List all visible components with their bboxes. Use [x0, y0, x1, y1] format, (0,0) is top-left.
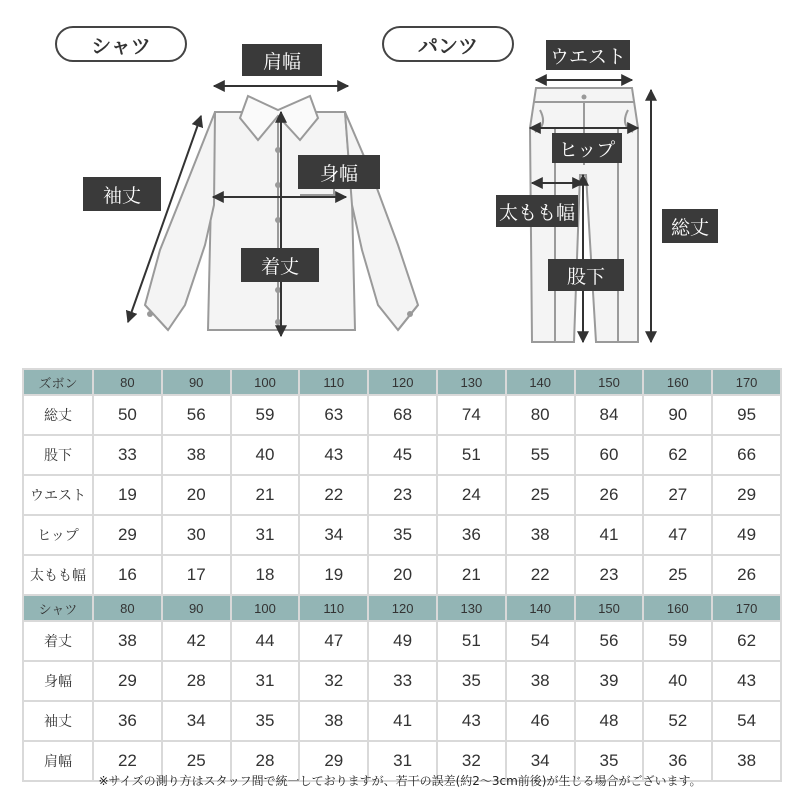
waist-label: ウエスト: [546, 40, 630, 70]
table-row: [23, 515, 781, 555]
hip-label: ヒップ: [552, 133, 622, 163]
table-row: [23, 621, 781, 661]
shirt-row-label: 袖丈: [23, 701, 93, 741]
table-cell: 55: [506, 435, 575, 475]
size-header: 80: [93, 595, 162, 621]
table-cell: 38: [712, 741, 781, 781]
table-cell: 54: [506, 621, 575, 661]
table-cell: 40: [643, 661, 712, 701]
size-header: 150: [575, 595, 644, 621]
table-row: [23, 475, 781, 515]
size-header: 150: [575, 369, 644, 395]
table-cell: 20: [162, 475, 231, 515]
pants-row-label: 股下: [23, 435, 93, 475]
shoulder-label: 肩幅: [242, 44, 322, 76]
total-length-label: 総丈: [662, 209, 718, 243]
table-cell: 38: [93, 621, 162, 661]
table-cell: 95: [712, 395, 781, 435]
length-label: 着丈: [241, 248, 319, 282]
size-header: 130: [437, 595, 506, 621]
table-cell: 43: [437, 701, 506, 741]
table-cell: 31: [231, 515, 300, 555]
table-cell: 68: [368, 395, 437, 435]
table-cell: 74: [437, 395, 506, 435]
table-cell: 22: [506, 555, 575, 595]
size-header: 160: [643, 369, 712, 395]
table-cell: 59: [231, 395, 300, 435]
table-cell: 26: [575, 475, 644, 515]
pants-row-label: 総丈: [23, 395, 93, 435]
table-cell: 35: [231, 701, 300, 741]
size-header: 80: [93, 369, 162, 395]
pants-row-label: ヒップ: [23, 515, 93, 555]
table-cell: 39: [575, 661, 644, 701]
shirt-title: シャツ: [55, 26, 187, 62]
table-cell: 40: [231, 435, 300, 475]
table-cell: 28: [162, 661, 231, 701]
table-cell: 34: [299, 515, 368, 555]
table-cell: 29: [93, 515, 162, 555]
table-cell: 19: [93, 475, 162, 515]
size-header: 100: [231, 595, 300, 621]
table-cell: 42: [162, 621, 231, 661]
table-cell: 59: [643, 621, 712, 661]
table-cell: 84: [575, 395, 644, 435]
table-cell: 51: [437, 621, 506, 661]
table-cell: 49: [712, 515, 781, 555]
size-header: 110: [299, 369, 368, 395]
table-cell: 60: [575, 435, 644, 475]
table-cell: 23: [575, 555, 644, 595]
table-cell: 32: [437, 741, 506, 781]
pants-size-table: [22, 368, 782, 596]
table-cell: 45: [368, 435, 437, 475]
table-cell: 56: [575, 621, 644, 661]
table-cell: 41: [368, 701, 437, 741]
size-header: 120: [368, 595, 437, 621]
table-cell: 47: [643, 515, 712, 555]
table-cell: 51: [437, 435, 506, 475]
table-cell: 22: [299, 475, 368, 515]
table-cell: 25: [162, 741, 231, 781]
table-cell: 35: [368, 515, 437, 555]
table-cell: 25: [506, 475, 575, 515]
table-cell: 32: [299, 661, 368, 701]
table-cell: 49: [368, 621, 437, 661]
table-cell: 41: [575, 515, 644, 555]
body-width-label: 身幅: [298, 155, 380, 189]
table-cell: 38: [299, 701, 368, 741]
table-cell: 38: [162, 435, 231, 475]
table-cell: 34: [162, 701, 231, 741]
table-cell: 52: [643, 701, 712, 741]
table-cell: 20: [368, 555, 437, 595]
table-cell: 16: [93, 555, 162, 595]
size-header: 110: [299, 595, 368, 621]
table-cell: 21: [231, 475, 300, 515]
pants-row-label: ウエスト: [23, 475, 93, 515]
table-cell: 56: [162, 395, 231, 435]
shirt-size-table: [22, 594, 782, 782]
table-cell: 18: [231, 555, 300, 595]
size-header: 130: [437, 369, 506, 395]
shirt-row-label: 着丈: [23, 621, 93, 661]
table-cell: 28: [231, 741, 300, 781]
size-header: 170: [712, 369, 781, 395]
table-cell: 35: [437, 661, 506, 701]
table-cell: 46: [506, 701, 575, 741]
size-header: 100: [231, 369, 300, 395]
table-cell: 30: [162, 515, 231, 555]
pants-corner: ズボン: [23, 369, 93, 395]
table-cell: 43: [712, 661, 781, 701]
table-cell: 43: [299, 435, 368, 475]
shirt-corner: シャツ: [23, 595, 93, 621]
table-cell: 50: [93, 395, 162, 435]
table-cell: 36: [93, 701, 162, 741]
table-cell: 27: [643, 475, 712, 515]
table-cell: 62: [643, 435, 712, 475]
table-cell: 62: [712, 621, 781, 661]
table-cell: 19: [299, 555, 368, 595]
table-cell: 36: [437, 515, 506, 555]
table-cell: 23: [368, 475, 437, 515]
table-cell: 29: [712, 475, 781, 515]
table-cell: 34: [506, 741, 575, 781]
shirt-row-label: 身幅: [23, 661, 93, 701]
size-header: 140: [506, 369, 575, 395]
table-cell: 33: [93, 435, 162, 475]
table-row: [23, 555, 781, 595]
size-header: 90: [162, 595, 231, 621]
table-cell: 38: [506, 515, 575, 555]
table-cell: 29: [299, 741, 368, 781]
table-cell: 44: [231, 621, 300, 661]
table-cell: 36: [643, 741, 712, 781]
table-row: [23, 701, 781, 741]
table-row: [23, 661, 781, 701]
shirt-table-header: [23, 595, 781, 621]
table-cell: 26: [712, 555, 781, 595]
table-cell: 90: [643, 395, 712, 435]
size-header: 170: [712, 595, 781, 621]
table-cell: 17: [162, 555, 231, 595]
shirt-row-label: 肩幅: [23, 741, 93, 781]
table-cell: 38: [506, 661, 575, 701]
table-cell: 21: [437, 555, 506, 595]
table-cell: 35: [575, 741, 644, 781]
table-cell: 24: [437, 475, 506, 515]
pants-table-header: [23, 369, 781, 395]
table-cell: 66: [712, 435, 781, 475]
footnote: ※サイズの測り方はスタッフ間で統一しておりますが、若干の誤差(約2〜3cm前後)が生じる場合がございます。: [98, 774, 702, 788]
table-row: [23, 435, 781, 475]
sleeve-label: 袖丈: [83, 177, 161, 211]
size-header: 160: [643, 595, 712, 621]
size-header: 90: [162, 369, 231, 395]
pants-row-label: 太もも幅: [23, 555, 93, 595]
table-cell: 31: [368, 741, 437, 781]
size-header: 120: [368, 369, 437, 395]
inseam-label: 股下: [548, 259, 624, 291]
pants-title: パンツ: [382, 26, 514, 62]
table-cell: 47: [299, 621, 368, 661]
table-cell: 63: [299, 395, 368, 435]
table-cell: 22: [93, 741, 162, 781]
table-cell: 54: [712, 701, 781, 741]
size-header: 140: [506, 595, 575, 621]
table-row: [23, 395, 781, 435]
thigh-label: 太もも幅: [496, 195, 578, 227]
table-cell: 25: [643, 555, 712, 595]
table-cell: 48: [575, 701, 644, 741]
table-cell: 80: [506, 395, 575, 435]
table-cell: 31: [231, 661, 300, 701]
table-cell: 33: [368, 661, 437, 701]
table-cell: 29: [93, 661, 162, 701]
